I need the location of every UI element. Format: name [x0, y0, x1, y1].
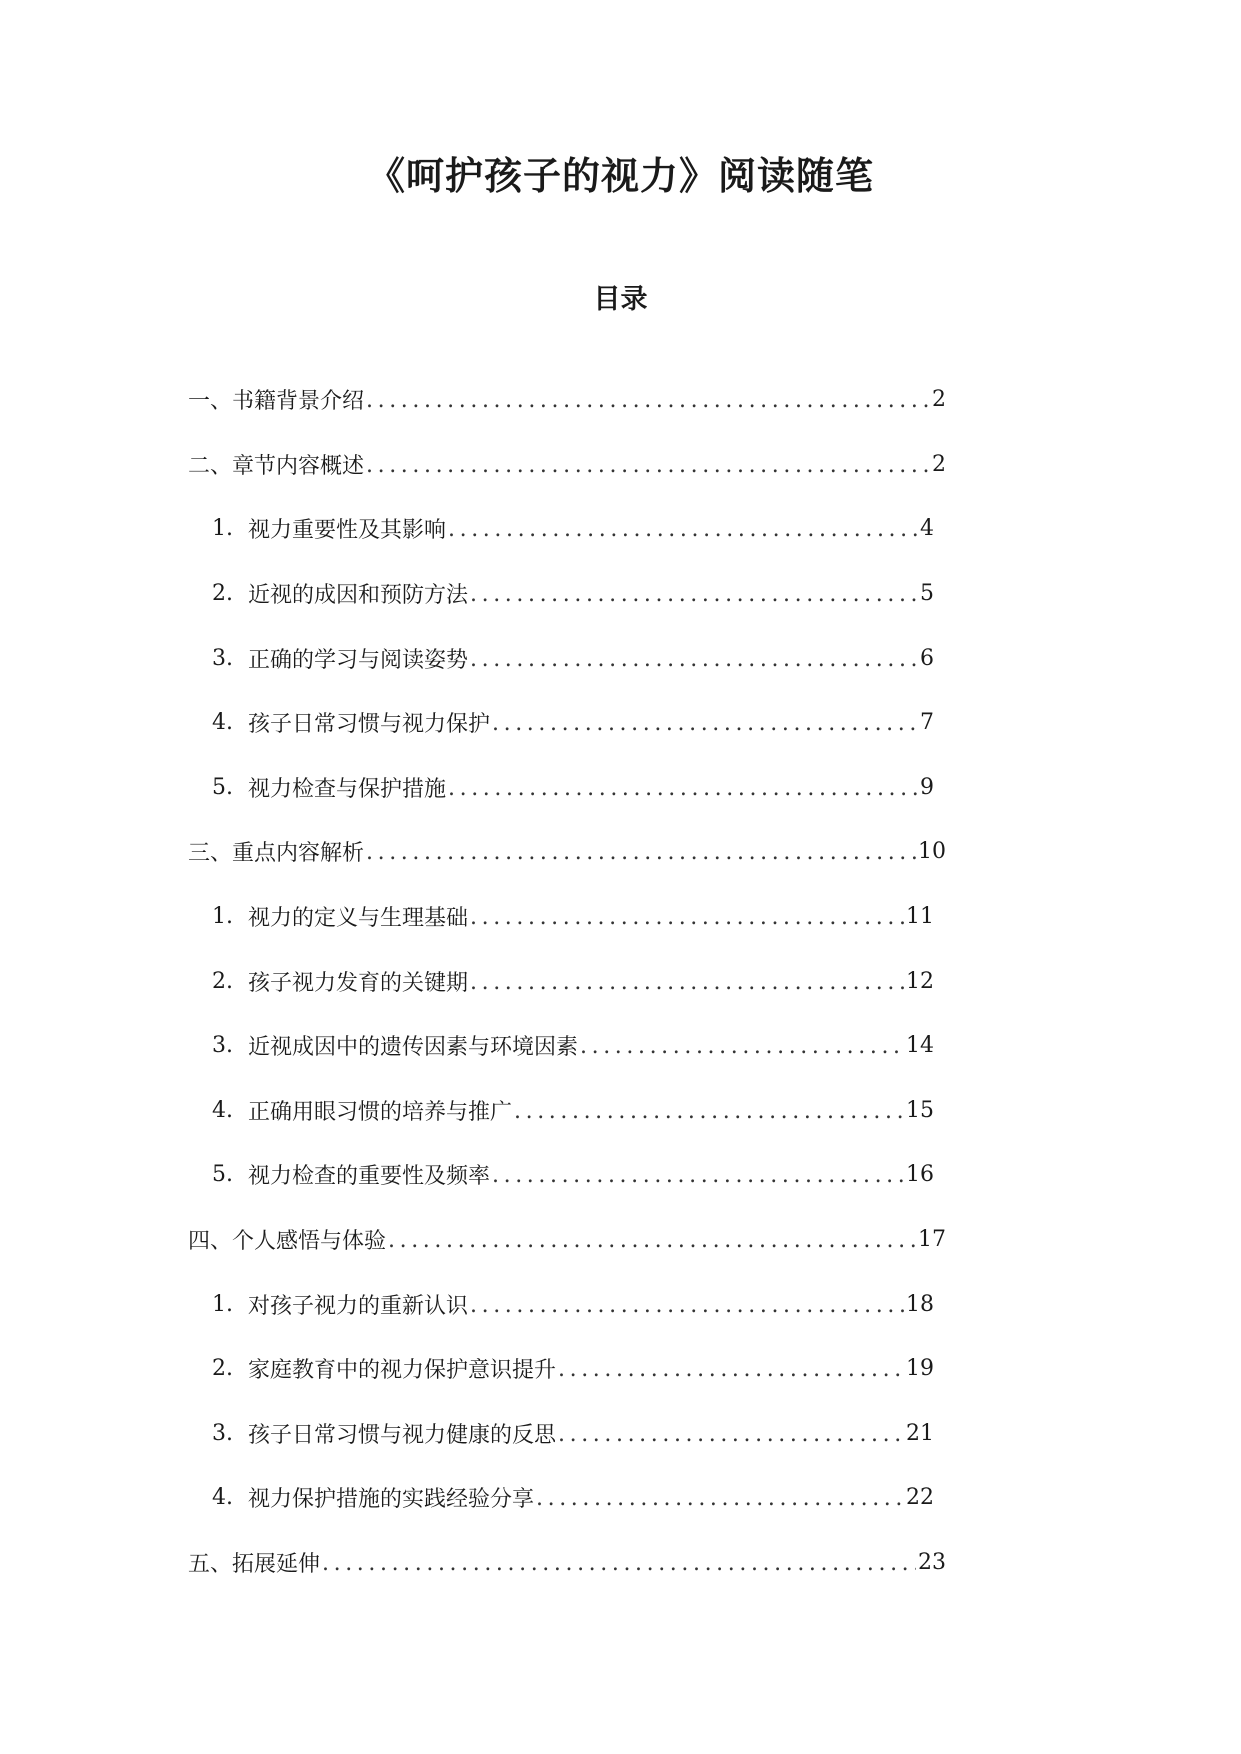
toc-entry-section-1[interactable]: [188, 379, 946, 419]
toc-entry-label: 二、章节内容概述: [188, 453, 365, 479]
toc-entry-3-1[interactable]: [212, 896, 934, 936]
toc-dot-leader: [388, 1228, 916, 1253]
toc-page-number: 2: [932, 451, 946, 477]
toc-entry-number: 3.: [212, 645, 233, 671]
toc-entry-label: 正确用眼习惯的培养与推广: [248, 1099, 513, 1125]
toc-entry-4-3[interactable]: [212, 1413, 934, 1453]
toc-entry-number: 1.: [212, 515, 233, 541]
document-title: 《呵护孩子的视力》阅读随笔: [366, 154, 874, 198]
toc-dot-leader: [514, 1099, 904, 1124]
toc-dot-leader: [322, 1551, 916, 1576]
toc-entry-label: 视力检查的重要性及频率: [248, 1163, 491, 1189]
toc-entry-label: 视力检查与保护措施: [248, 776, 447, 802]
toc-entry-label: 正确的学习与阅读姿势: [248, 647, 469, 673]
toc-entry-section-2[interactable]: [188, 444, 946, 484]
toc-entry-label: 三、重点内容解析: [188, 840, 365, 866]
toc-page-number: 12: [906, 968, 934, 994]
toc-entry-3-5[interactable]: [212, 1154, 934, 1194]
toc-entry-number: 1.: [212, 903, 233, 929]
toc-entry-3-3[interactable]: [212, 1025, 934, 1065]
toc-entry-number: 2.: [212, 968, 233, 994]
toc-entry-number: 3.: [212, 1420, 233, 1446]
toc-entry-label: 五、拓展延伸: [188, 1551, 321, 1577]
toc-entry-2-3[interactable]: [212, 638, 934, 678]
toc-entry-number: 4.: [212, 709, 233, 735]
toc-dot-leader: [366, 840, 916, 865]
toc-entry-label: 视力重要性及其影响: [248, 517, 447, 543]
toc-dot-leader: [470, 647, 918, 672]
toc-page-number: 11: [906, 903, 934, 929]
toc-dot-leader: [448, 776, 918, 801]
toc-dot-leader: [366, 453, 930, 478]
toc-entry-number: 4.: [212, 1484, 233, 1510]
toc-entry-section-4[interactable]: [188, 1219, 946, 1259]
toc-page-number: 16: [906, 1161, 934, 1187]
toc-page-number: 14: [906, 1032, 934, 1058]
toc-dot-leader: [470, 970, 904, 995]
toc-entry-label: 孩子日常习惯与视力健康的反思: [248, 1422, 557, 1448]
toc-page-number: 7: [920, 709, 934, 735]
toc-entry-label: 视力保护措施的实践经验分享: [248, 1486, 535, 1512]
toc-page-number: 2: [932, 386, 946, 412]
toc-entry-4-1[interactable]: [212, 1284, 934, 1324]
toc-page-number: 6: [920, 645, 934, 671]
toc-dot-leader: [492, 1163, 904, 1188]
toc-page-number: 18: [906, 1291, 934, 1317]
toc-page-number: 5: [920, 580, 934, 606]
toc-dot-leader: [558, 1357, 904, 1382]
toc-page-number: 15: [906, 1097, 934, 1123]
toc-entry-label: 家庭教育中的视力保护意识提升: [248, 1357, 557, 1383]
toc-dot-leader: [366, 388, 930, 413]
toc-entry-4-2[interactable]: [212, 1348, 934, 1388]
toc-heading: 目录: [593, 284, 648, 315]
toc-entry-label: 对孩子视力的重新认识: [248, 1293, 469, 1319]
toc-entry-3-4[interactable]: [212, 1090, 934, 1130]
toc-page-number: 22: [906, 1484, 934, 1510]
toc-dot-leader: [492, 711, 918, 736]
toc-entry-section-3[interactable]: [188, 831, 946, 871]
toc-page-number: 17: [918, 1226, 946, 1252]
toc-entry-number: 2.: [212, 580, 233, 606]
toc-entry-label: 近视的成因和预防方法: [248, 582, 469, 608]
toc-entry-2-1[interactable]: [212, 508, 934, 548]
toc-entry-2-4[interactable]: [212, 702, 934, 742]
toc-entry-label: 一、书籍背景介绍: [188, 388, 365, 414]
toc-entry-number: 1.: [212, 1291, 233, 1317]
toc-page-number: 4: [920, 515, 934, 541]
toc-entry-2-5[interactable]: [212, 767, 934, 807]
toc-entry-number: 2.: [212, 1355, 233, 1381]
toc-page-number: 10: [918, 838, 946, 864]
toc-dot-leader: [470, 582, 918, 607]
toc-entry-number: 5.: [212, 1161, 233, 1187]
toc-page-number: 23: [918, 1549, 946, 1575]
toc-dot-leader: [580, 1034, 904, 1059]
toc-entry-label: 孩子视力发育的关键期: [248, 970, 469, 996]
toc-dot-leader: [536, 1486, 904, 1511]
toc-entry-number: 3.: [212, 1032, 233, 1058]
toc-dot-leader: [470, 905, 904, 930]
toc-page-number: 9: [920, 774, 934, 800]
toc-page-number: 19: [906, 1355, 934, 1381]
toc-dot-leader: [558, 1422, 904, 1447]
toc-entry-4-4[interactable]: [212, 1477, 934, 1517]
toc-entry-label: 四、个人感悟与体验: [188, 1228, 387, 1254]
toc-entry-number: 4.: [212, 1097, 233, 1123]
toc-entry-label: 孩子日常习惯与视力保护: [248, 711, 491, 737]
toc-dot-leader: [448, 517, 918, 542]
toc-entry-label: 视力的定义与生理基础: [248, 905, 469, 931]
toc-entry-section-5[interactable]: [188, 1542, 946, 1582]
toc-entry-3-2[interactable]: [212, 961, 934, 1001]
toc-dot-leader: [470, 1293, 904, 1318]
toc-page-number: 21: [906, 1420, 934, 1446]
toc-entry-label: 近视成因中的遗传因素与环境因素: [248, 1034, 579, 1060]
toc-entry-number: 5.: [212, 774, 233, 800]
toc-entry-2-2[interactable]: [212, 573, 934, 613]
